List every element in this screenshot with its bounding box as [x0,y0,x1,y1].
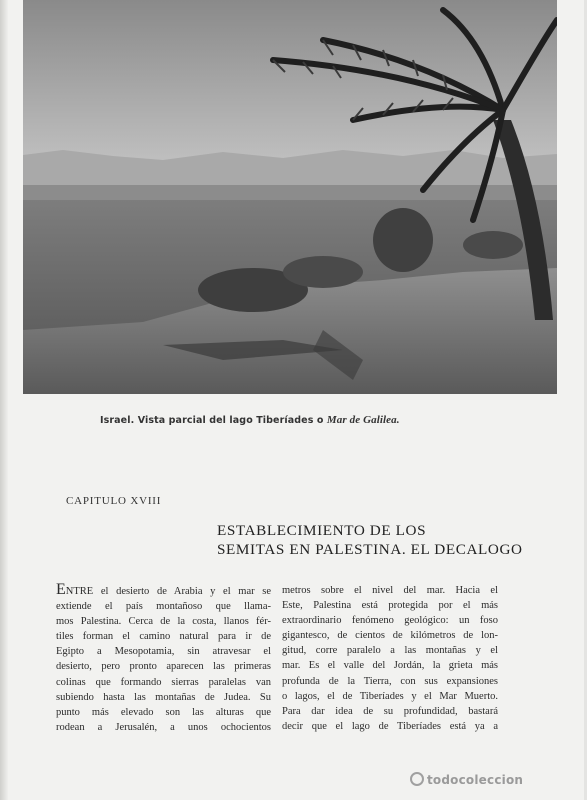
watermark-text: todocoleccion [427,773,524,787]
body-line: gigantesco, de cientos de kilómetros de lon- [282,630,498,642]
body-line: mos Palestina. Cerca de la costa, llanos fér- [56,616,271,628]
chapter-title [217,521,557,559]
body-line: profunda de la Tierra, con sus expansiones [282,675,498,687]
body-line: tiles forman el camino natural para ir de [56,631,271,643]
lake-tiberias-photo [23,0,557,394]
body-line: rodean a Jerusalén, a unos ochocientos [56,721,271,733]
caption-text: Israel. Vista parcial del lago Tiberíades o [100,415,324,426]
body-line: Egipto a Mesopotamia, sin atravesar el [56,646,271,658]
body-column-left [56,581,271,735]
body-line: extraordinario fenómeno geológico: un foso [282,615,498,627]
caption-italic-text: Mar de Galilea. [326,414,400,426]
chapter-label: CAPITULO XVIII [66,495,162,507]
chapter-title-line: ESTABLECIMIENTO DE LOS [217,522,427,539]
body-line: decir que el lago de Tiberíades está ya a [282,720,498,732]
body-line-text: NTRE el desierto de Arabia y el mar se [65,586,271,597]
body-line: o lagos, el de Tiberíades y el Mar Muerto. [282,690,498,702]
body-line: Para dar idea de su profundidad, bastará [282,705,498,717]
chapter-title-line: SEMITAS EN PALESTINA. EL DECALOGO [217,541,523,558]
body-line: subiendo hasta las montañas de Judea. Su [56,691,271,703]
body-line: extiende el país montañoso que llama- [56,601,271,613]
drop-cap: E [56,581,66,598]
body-line: colinas que formando sierras paralelas van [56,676,271,688]
body-line: metros sobre el nivel del mar. Hacia el [282,585,498,596]
watermark-logo-icon [410,772,424,786]
body-line: mar. Es el valle del Jordán, la grieta más [282,660,498,672]
body-line: gitud, corre paralelo a las montañas y el [282,645,498,657]
body-column-right [282,583,498,734]
body-line: punto más elevado son las alturas que [56,706,271,718]
photo-caption [100,414,500,426]
body-line: Este, Palestina está protegida por el más [282,600,498,612]
body-line: desierto, pero pronto aparecen las primeras [56,661,271,673]
page-edge [0,0,8,800]
watermark [410,772,523,787]
body-line [56,581,271,599]
